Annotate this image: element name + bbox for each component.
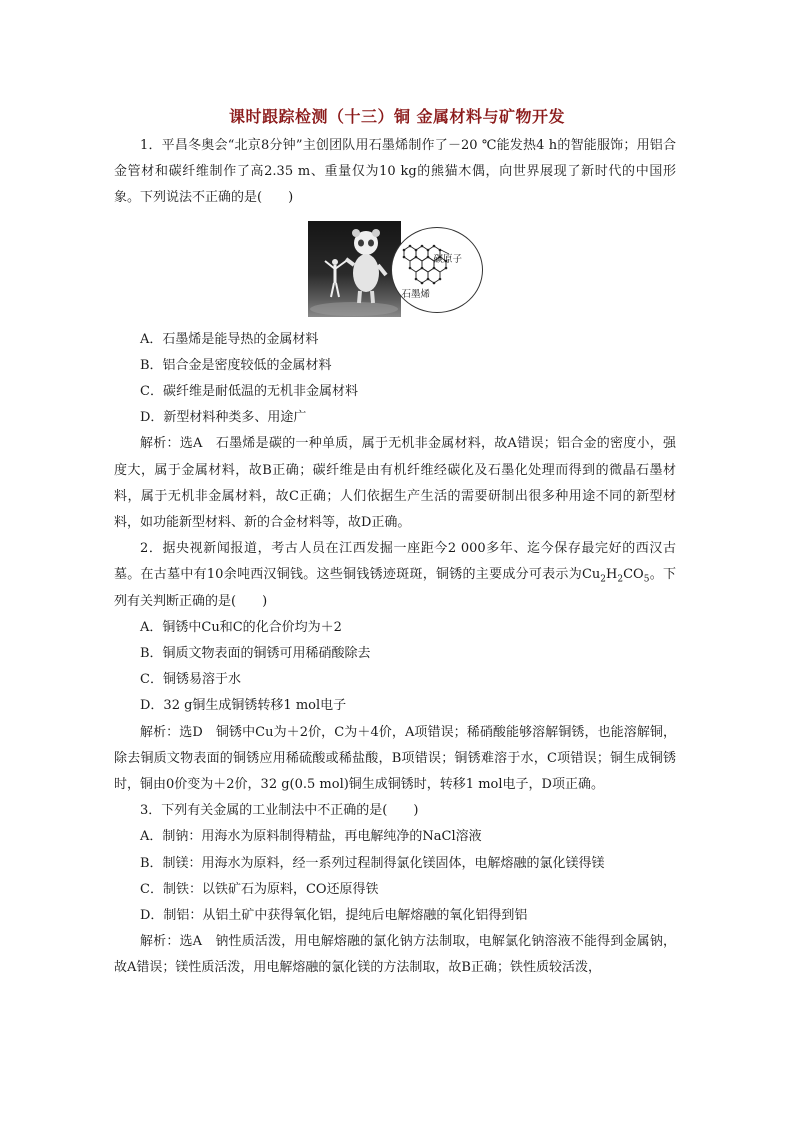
question-2-stem-text: 2．据央视新闻报道，考古人员在江西发掘一座距今2 000多年、迄今保存最完好的西汉古墓。在古墓中有10余吨西汉铜钱。这些铜钱锈迹斑斑，铜锈的主要成分可表示为Cu: [114, 541, 676, 583]
question-2-option-b: B．铜质文物表面的铜锈可用稀硝酸除去: [140, 646, 371, 662]
question-2-stem-end: 。下列有关判断正确的是( ): [114, 567, 676, 609]
question-3-option-a: A．制钠：用海水为原料制得精盐，再电解纯净的NaCl溶液: [140, 829, 482, 845]
formula-part: CO: [623, 567, 644, 583]
question-1-option-a: A．石墨烯是能导热的金属材料: [140, 331, 319, 347]
question-2-option-d: D．32 g铜生成铜锈转移1 mol电子: [140, 698, 347, 714]
question-1-option-c: C．碳纤维是耐低温的无机非金属材料: [140, 384, 358, 400]
question-3-stem: 3．下列有关金属的工业制法中不正确的是( ): [140, 803, 419, 819]
panda-mascot-illustration: [308, 221, 401, 317]
question-1-stem: 1．平昌冬奥会“北京8分钟”主创团队用石墨烯制作了－20 ℃能发热4 h的智能服饰；用铝合金管材和碳纤维制作了高2.35 m、重量仅为10 kg的熊猫木偶，向世界展现了新时代的中国形象。下列说法不正确的是( ): [114, 138, 676, 206]
carbon-atom-label: 碳原子: [433, 253, 463, 265]
graphene-label: 石墨烯: [401, 288, 431, 300]
question-3-option-c: C．制铁：以铁矿石为原料，CO还原得铁: [140, 881, 379, 897]
formula-subscript: 5: [643, 575, 650, 586]
question-2-analysis: 解析：选D 铜锈中Cu为＋2价，C为＋4价，A项错误；稀硝酸能够溶解铜锈，也能溶解铜，除去铜质文物表面的铜锈应用稀硫酸或稀盐酸，B项错误；铜锈难溶于水，C项错误；铜生成铜锈时，铜由0价变为＋2价，32 g(0.5 mol)铜生成铜锈时，转移1 mol电子，D项正确。: [114, 724, 676, 793]
question-2-option-a: A．铜锈中Cu和C的化合价均为＋2: [140, 619, 342, 635]
question-1-figure: [308, 221, 483, 317]
question-2-stem: [114, 536, 676, 615]
page-title: 课时跟踪检测（十三）铜 金属材料与矿物开发: [228, 107, 566, 126]
question-2-option-c: C．铜锈易溶于水: [140, 672, 241, 688]
question-3-option-b: B．制镁：用海水为原料，经一系列过程制得氯化镁固体，电解熔融的氯化镁得镁: [140, 855, 605, 871]
question-1-analysis: 解析：选A 石墨烯是碳的一种单质，属于无机非金属材料，故A错误；铝合金的密度小，强度大，属于金属材料，故B正确；碳纤维是由有机纤维经碳化及石墨化处理而得到的微晶石墨材料，属于无机非金属材料，故C正确；人们依据生产生活的需要研制出很多种用途不同的新型材料，如功能新型材料、新的合金材料等，故D正确。: [114, 436, 676, 531]
question-1-option-b: B．铝合金是密度较低的金属材料: [140, 357, 332, 373]
formula-part: H: [606, 567, 618, 583]
panda-mascot-photo: [308, 221, 401, 317]
formula-subscript: 2: [617, 575, 624, 586]
formula-subscript: 2: [600, 575, 607, 586]
question-3-analysis: 解析：选A 钠性质活泼，用电解熔融的氯化钠方法制取，电解氯化钠溶液不能得到金属钠，故A错误；镁性质活泼，用电解熔融的氯化镁的方法制取，故B正确；铁性质较活泼，: [114, 934, 676, 976]
question-3-option-d: D．制铝：从铝土矿中获得氧化铝，提纯后电解熔融的氧化铝得到铝: [140, 908, 528, 924]
question-1-option-d: D．新型材料种类多、用途广: [140, 410, 307, 426]
document-body: [114, 133, 676, 982]
